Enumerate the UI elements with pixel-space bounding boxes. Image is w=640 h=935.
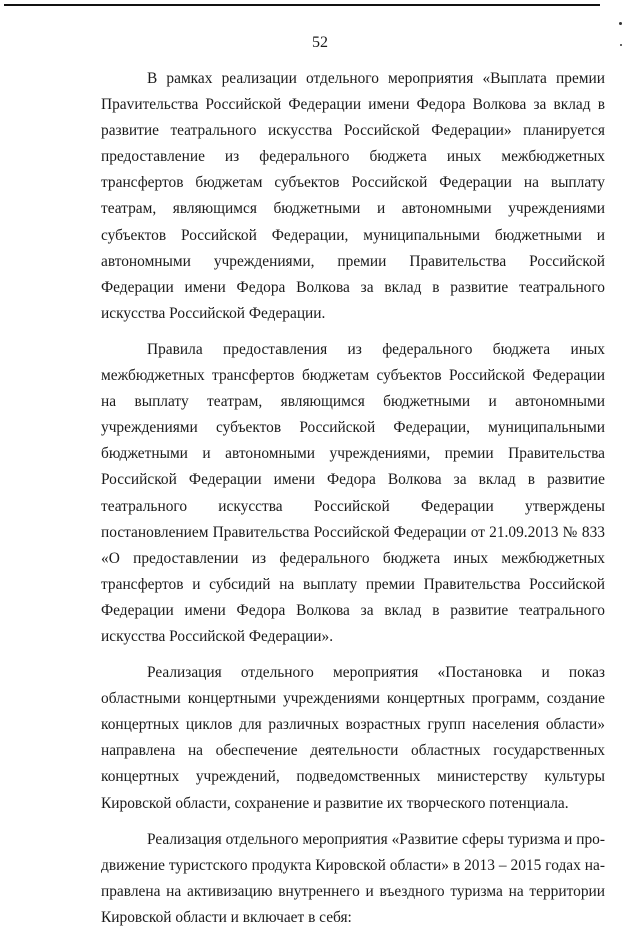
paragraph-tourism: Реализация отдельного мероприятия «Развитие сферы туризма и продвижение туристского продукта Кировской области» в 2013 – 2015 годах направлена на активизацию внутреннего и въездного туризма на территории Кировской области и включает в себя: — [101, 830, 605, 926]
page-number: 52 — [312, 34, 328, 51]
paragraph-volkov-premium: В рамках реализации отдельного мероприятия «Выплата премии Праvительства Российской Федерации имени Федора Волкова за вклад в развитие театрального искусства Российской Федерации» планируется предоставление из федерального бюджета иных межбюджетных трансфертов бюджетам субъектов Российской Федерации на выплату театрам, являющимся бюджетными и автономными учреждениями субъектов Российской Федерации, муниципальными бюджетными и автономными учреждениями, премии Правительства Российской Федерации имени Федора Волкова за вклад в развитие театрального искусства Российской Федерации. — [101, 70, 605, 322]
paragraph-rules: Правила предоставления из федерального бюджета иных межбюджетных трансфертов бюджетам субъектов Российской Федерации на выплату театрам, являющимся бюджетными и автономными учреждениями субъектов Российской Федерации, муниципальными бюджетными и автономными учреждениями, премии Правительства Российской Федерации имени Федора Волкова за вклад в развитие театрального искусства Российской Федерации утверждены постановлением Правительства Российской Федерации от 21.09.2013 № 833 «О предоставлении из федерального бюджета иных межбюджетных трансфертов и субсидий на выплату премии Правительства Российской Федерации имени Федора Волкова за вклад в развитие театрального искусства Российской Федерации». — [101, 340, 605, 645]
document-body — [101, 66, 605, 935]
top-border-line — [4, 4, 600, 6]
scan-speck — [619, 22, 622, 25]
paragraph-concerts: Реализация отдельного мероприятия «Постановка и показ областными концертными учреждениями концертных программ, создание концертных циклов для различных возрастных групп населения области» направлена на обеспечение деятельности областных государственных концертных учреждений, подведомственных министерству культуры Кировской области, сохранение и развитие их творческого потенциала. — [101, 664, 605, 812]
